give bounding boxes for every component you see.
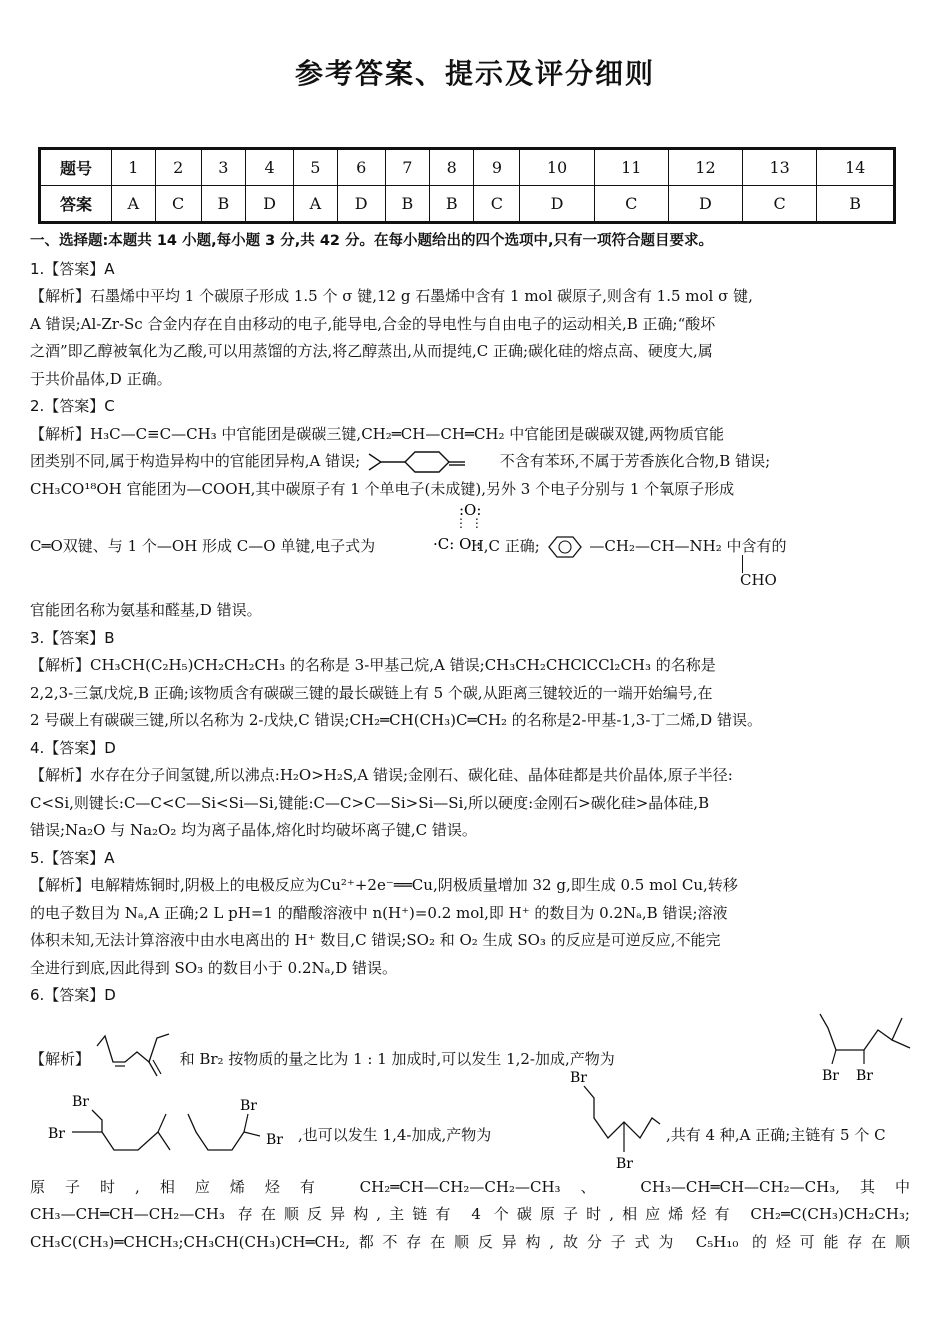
answer-cell: D: [668, 186, 742, 223]
q2-line: CH₃CO¹⁸OH 官能团为—COOH,其中碳原子有 1 个单电子(未成键),另外 3 个电子分别与 1 个氧原子形成: [30, 479, 735, 498]
br-label: Br: [48, 1125, 65, 1142]
product-structures-a: [48, 1092, 298, 1172]
q1-line: 于共价晶体,D 正确。: [30, 369, 172, 388]
q6-line: CH₃—CH═CH—CH₂—CH₃ 存在顺反异构,主链有 4 个碳原子时,相应烯烃有 CH₂═C(CH₃)CH₂CH₃;: [30, 1205, 910, 1223]
q5-answer: 5.【答案】A: [30, 848, 115, 867]
q2-text: 团类别不同,属于构造异构中的官能团异构,A 错误;: [30, 452, 361, 470]
q3-line: 2,2,3-三氯戊烷,B 正确;该物质含有碳碳三键的最长碳链上有 5 个碳,从距离三键较近的一端开始编号,在: [30, 683, 713, 702]
answer-row: [40, 186, 895, 223]
br-label: Br: [570, 1069, 587, 1086]
q6-text: ,共有 4 种,A 正确;主链有 5 个 C: [666, 1125, 886, 1144]
q4-line: C<Si,则键长:C—C<C—Si<Si—Si,键能:C—C>C—Si>Si—Si,所以硬度:金刚石>碳化硅>晶体硅,B: [30, 793, 710, 812]
question-number-cell: 4: [246, 149, 294, 186]
page-header-cut: [0, 0, 950, 32]
question-number-cell: 11: [594, 149, 668, 186]
page-title: 参考答案、提示及评分细则: [294, 57, 655, 90]
question-number-cell: 13: [743, 149, 817, 186]
answer-cell: C: [155, 186, 201, 223]
answer-cell: B: [385, 186, 429, 223]
q1-line: 之酒”即乙醇被氧化为乙酸,可以用蒸馏的方法,将乙醇蒸出,从而提纯,C 正确;碳化硅的熔点高、硬度大,属: [30, 342, 713, 360]
q6-line-1: [30, 1010, 910, 1092]
q2-line: 【解析】H₃C—C≡C—CH₃ 中官能团是碳碳三键,CH₂═CH—CH═CH₂ 中官能团是碳碳双键,两物质官能: [30, 424, 725, 443]
q3-answer: 3.【答案】B: [30, 628, 115, 647]
answer-cell: C: [743, 186, 817, 223]
q5-line: 体积未知,无法计算溶液中由水电离出的 H⁺ 数目,C 错误;SO₂ 和 O₂ 生成 SO₃ 的反应是可逆反应,不能完: [30, 931, 721, 949]
svg-text:·C: O :: ·C: O :: [433, 535, 482, 553]
q2-cho-label: CHO: [740, 571, 777, 589]
answer-cell: A: [112, 186, 156, 223]
q5-line: 全进行到底,因此得到 SO₃ 的数目小于 0.2Nₐ,D 错误。: [30, 958, 397, 977]
row-label: 题号: [40, 149, 112, 186]
q5-line: 【解析】电解精炼铜时,阴极上的电极反应为Cu²⁺+2e⁻══Cu,阴极质量增加 32 g,即生成 0.5 mol Cu,转移: [30, 876, 738, 894]
row-label: 答案: [40, 186, 112, 223]
answer-cell: D: [520, 186, 594, 223]
question-number-cell: 2: [155, 149, 201, 186]
q6-line: CH₃C(CH₃)═CHCH₃;CH₃CH(CH₃)CH═CH₂,都不存在顺反异构,故分子式为 C₅H₁₀ 的烃可能存在顺: [30, 1232, 910, 1251]
question-number-cell: 1: [112, 149, 156, 186]
question-number-cell: 8: [430, 149, 474, 186]
q2-text: —CH₂—CH—NH₂ 中含有的: [589, 537, 787, 555]
q2-text: C═O双键、与 1 个—OH 形成 C—O 单键,电子式为: [30, 537, 376, 555]
answer-cell: B: [817, 186, 895, 223]
question-number-cell: 9: [474, 149, 520, 186]
product-12-structure: [810, 1010, 920, 1090]
question-number-cell: 7: [385, 149, 429, 186]
question-number-cell: 6: [337, 149, 385, 186]
q1-answer: 1.【答案】A: [30, 259, 115, 278]
answer-cell: C: [594, 186, 668, 223]
q2-text: H,C 正确;: [470, 537, 540, 555]
question-number-cell: 10: [520, 149, 594, 186]
question-number-cell: 3: [201, 149, 245, 186]
br-label: Br: [616, 1155, 633, 1172]
q6-answer: 6.【答案】D: [30, 986, 116, 1004]
question-number-cell: 5: [294, 149, 338, 186]
product-14-structure: [564, 1068, 664, 1172]
cyclohexene-structure: [365, 450, 495, 474]
q1-line: 【解析】石墨烯中平均 1 个碳原子形成 1.5 个 σ 键,12 g 石墨烯中含有 1 mol 碳原子,则含有 1.5 mol σ 键,: [30, 287, 753, 305]
br-label: Br: [72, 1093, 89, 1110]
answer-cell: A: [294, 186, 338, 223]
q1-line: A 错误;Al-Zr-Sc 合金内存在自由移动的电子,能导电,合金的导电性与自由电子的运动相关,B 正确;“酸坏: [30, 314, 716, 333]
q2-line: [30, 448, 910, 476]
br-label: Br: [240, 1097, 257, 1114]
q2-text: 不含有苯环,不属于芳香族化合物,B 错误;: [499, 452, 771, 470]
answer-cell: C: [474, 186, 520, 223]
q6-text: ,也可以发生 1,4-加成,产物为: [298, 1125, 492, 1144]
question-number-cell: 14: [817, 149, 895, 186]
svg-text::O:: :O:: [459, 501, 482, 519]
q4-line: 错误;Na₂O 与 Na₂O₂ 均为离子晶体,熔化时均破坏离子键,C 错误。: [30, 821, 477, 839]
br-label: Br: [856, 1067, 873, 1084]
q5-line: 的电子数目为 Nₐ,A 正确;2 L pH=1 的醋酸溶液中 n(H⁺)=0.2 mol,即 H⁺ 的数目为 0.2Nₐ,B 错误;溶液: [30, 903, 728, 922]
answer-cell: B: [201, 186, 245, 223]
br-label: Br: [266, 1131, 283, 1148]
q6-text: 和 Br₂ 按物质的量之比为 1 : 1 加成时,可以发生 1,2-加成,产物为: [179, 1049, 615, 1068]
q2-cho-branch: [30, 563, 910, 597]
answer-cell: B: [430, 186, 474, 223]
q6-line-2: [30, 1069, 910, 1174]
q4-line: 【解析】水存在分子间氢键,所以沸点:H₂O>H₂S,A 错误;金刚石、碳化硅、晶体硅都是共价晶体,原子半径:: [30, 766, 733, 784]
answer-cell: D: [337, 186, 385, 223]
q2-line: 官能团名称为氨基和醛基,D 错误。: [30, 601, 262, 619]
q3-line: 【解析】CH₃CH(C₂H₅)CH₂CH₂CH₃ 的名称是 3-甲基己烷,A 错误;CH₃CH₂CHClCCl₂CH₃ 的名称是: [30, 656, 716, 674]
q4-answer: 4.【答案】D: [30, 738, 116, 757]
solutions-body: [30, 228, 910, 1256]
answer-table: [38, 147, 896, 224]
question-number-row: [40, 149, 895, 186]
q3-line: 2 号碳上有碳碳三键,所以名称为 2-戊炔,C 错误;CH₂═CH(CH₃)C═CH₂ 的名称是2-甲基-1,3-丁二烯,D 错误。: [30, 711, 762, 729]
q2-electron-formula-line: [30, 503, 910, 563]
benzene-ring-icon: [545, 535, 585, 559]
section-heading: 一、选择题:本题共 14 小题,每小题 3 分,共 42 分。在每小题给出的四个选项中,只有一项符合题目要求。: [30, 233, 714, 249]
br-label: Br: [822, 1067, 839, 1084]
diene-structure: [95, 1032, 175, 1082]
q6-line: 原子时,相应烯烃有 CH₂═CH—CH₂—CH₂—CH₃、 CH₃—CH═CH—CH₂—CH₃,其中: [30, 1177, 910, 1196]
q2-answer: 2.【答案】C: [30, 397, 115, 415]
question-number-cell: 12: [668, 149, 742, 186]
svg-text:⋮ ⋮: ⋮ ⋮: [455, 516, 483, 530]
q6-text: 【解析】: [30, 1049, 91, 1068]
answer-cell: D: [246, 186, 294, 223]
